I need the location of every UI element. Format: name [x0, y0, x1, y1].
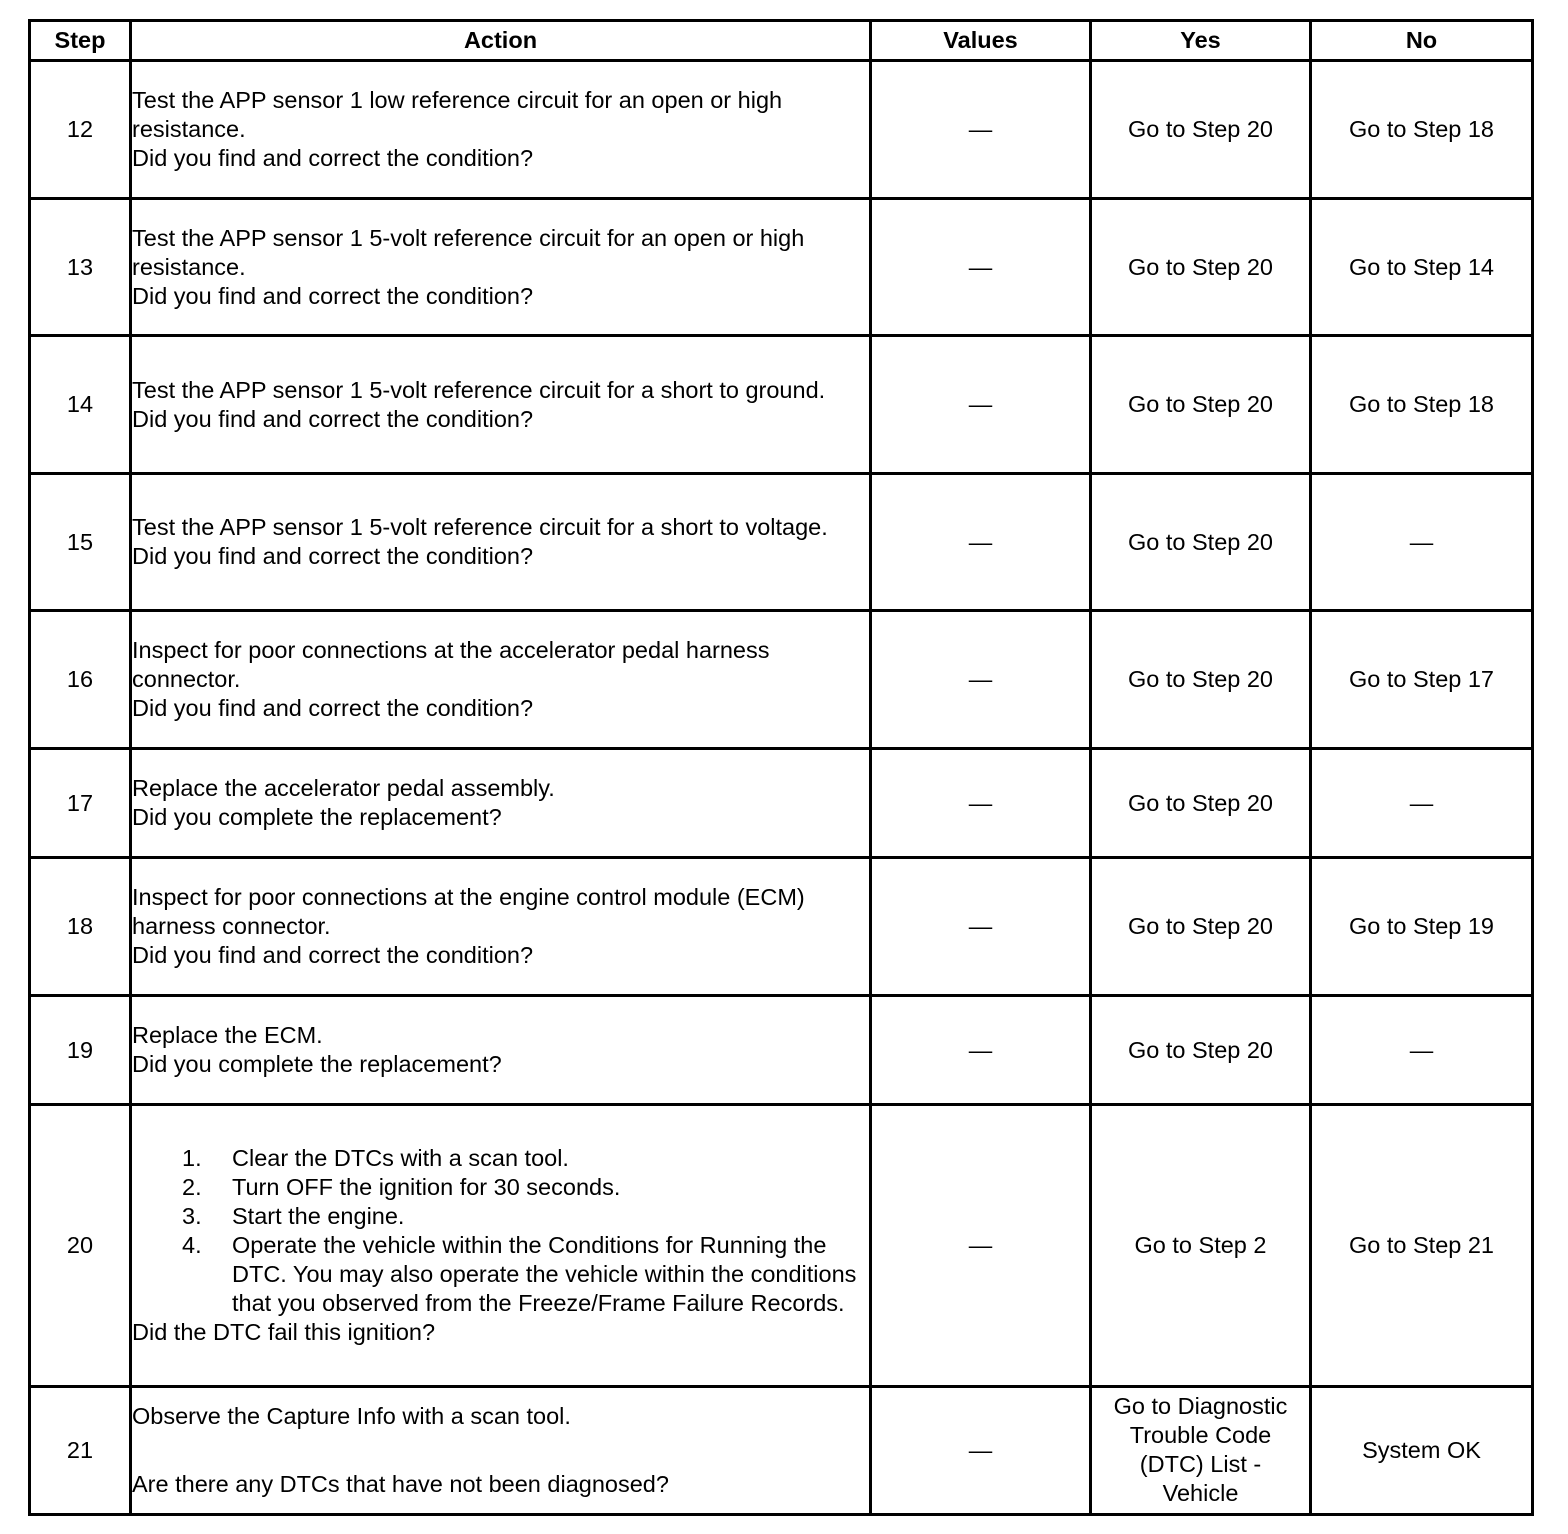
action-text: Inspect for poor connections at the accelerator pedal harness connector.	[132, 637, 770, 692]
no-cell: —	[1311, 996, 1533, 1105]
table-row	[30, 336, 1533, 474]
yes-cell: Go to Step 20	[1091, 996, 1311, 1105]
header-no: No	[1311, 21, 1533, 61]
action-cell	[131, 749, 871, 858]
no-cell: —	[1311, 749, 1533, 858]
value-cell: —	[871, 611, 1091, 749]
action-cell	[131, 611, 871, 749]
table-row	[30, 474, 1533, 611]
action-cell	[131, 996, 871, 1105]
action-question: Are there any DTCs that have not been diagnosed?	[132, 1471, 669, 1497]
action-question: Did you complete the replacement?	[132, 1051, 502, 1077]
step-number: 15	[30, 474, 131, 611]
table-row	[30, 1387, 1533, 1515]
step-number: 17	[30, 749, 131, 858]
no-cell: System OK	[1311, 1387, 1533, 1515]
action-question: Did you find and correct the condition?	[132, 942, 534, 968]
step-number: 12	[30, 61, 131, 199]
action-question: Did you find and correct the condition?	[132, 543, 534, 569]
action-text: Inspect for poor connections at the engine control module (ECM) harness connector.	[132, 884, 805, 939]
value-cell: —	[871, 1105, 1091, 1387]
yes-cell: Go to Step 2	[1091, 1105, 1311, 1387]
step-number: 19	[30, 996, 131, 1105]
no-cell: Go to Step 19	[1311, 858, 1533, 996]
step-number: 20	[30, 1105, 131, 1387]
list-item: Turn OFF the ignition for 30 seconds.	[232, 1174, 621, 1200]
list-item: Clear the DTCs with a scan tool.	[232, 1145, 569, 1171]
table-row	[30, 611, 1533, 749]
action-text: Test the APP sensor 1 5-volt reference circuit for a short to voltage.	[132, 514, 828, 540]
header-step: Step	[30, 21, 131, 61]
header-yes: Yes	[1091, 21, 1311, 61]
no-cell: Go to Step 18	[1311, 61, 1533, 199]
table-row	[30, 199, 1533, 336]
action-text: Replace the accelerator pedal assembly.	[132, 775, 555, 801]
action-text: Test the APP sensor 1 5-volt reference circuit for a short to ground.	[132, 376, 826, 403]
action-steps-list	[132, 1144, 869, 1318]
yes-cell: Go to Step 20	[1091, 199, 1311, 336]
action-cell	[131, 474, 871, 611]
value-cell: —	[871, 199, 1091, 336]
value-cell: —	[871, 336, 1091, 474]
action-text: Test the APP sensor 1 low reference circuit for an open or high resistance.	[132, 87, 783, 142]
action-question: Did you complete the replacement?	[132, 804, 502, 830]
yes-cell: Go to Step 20	[1091, 749, 1311, 858]
action-question: Did you find and correct the condition?	[132, 145, 534, 171]
action-text: Observe the Capture Info with a scan tool.	[132, 1403, 571, 1429]
value-cell: —	[871, 61, 1091, 199]
action-cell	[131, 858, 871, 996]
yes-cell: Go to Step 20	[1091, 858, 1311, 996]
step-number: 13	[30, 199, 131, 336]
step-number: 16	[30, 611, 131, 749]
table-row	[30, 1105, 1533, 1387]
table-row	[30, 749, 1533, 858]
yes-cell: Go to Step 20	[1091, 336, 1311, 474]
header-values: Values	[871, 21, 1091, 61]
list-item: Start the engine.	[232, 1203, 405, 1229]
value-cell: —	[871, 749, 1091, 858]
action-cell	[131, 1387, 871, 1515]
step-number: 18	[30, 858, 131, 996]
action-cell	[131, 61, 871, 199]
action-question: Did you find and correct the condition?	[132, 282, 534, 309]
value-cell: —	[871, 474, 1091, 611]
no-cell: —	[1311, 474, 1533, 611]
diagnostic-table	[28, 19, 1534, 1516]
action-text: Test the APP sensor 1 5-volt reference circuit for an open or high resistance.	[132, 224, 805, 280]
action-question: Did you find and correct the condition?	[132, 695, 534, 721]
value-cell: —	[871, 996, 1091, 1105]
list-item: Operate the vehicle within the Conditions for Running the DTC. You may also operate the vehicle within the conditions that you observed from the Freeze/Frame Failure Records.	[232, 1232, 857, 1316]
yes-cell: Go to Step 20	[1091, 611, 1311, 749]
table-row	[30, 996, 1533, 1105]
step-number: 21	[30, 1387, 131, 1515]
action-question: Did you find and correct the condition?	[132, 405, 534, 432]
action-question: Did the DTC fail this ignition?	[132, 1319, 436, 1345]
yes-cell: Go to Diagnostic Trouble Code (DTC) List - Vehicle	[1091, 1387, 1311, 1515]
table-row	[30, 858, 1533, 996]
yes-cell: Go to Step 20	[1091, 474, 1311, 611]
yes-cell: Go to Step 20	[1091, 61, 1311, 199]
action-cell	[131, 199, 871, 336]
header-row	[30, 21, 1533, 61]
no-cell: Go to Step 17	[1311, 611, 1533, 749]
no-cell: Go to Step 21	[1311, 1105, 1533, 1387]
no-cell: Go to Step 18	[1311, 336, 1533, 474]
table-row	[30, 61, 1533, 199]
header-action: Action	[131, 21, 871, 61]
action-cell	[131, 1105, 871, 1387]
value-cell: —	[871, 858, 1091, 996]
no-cell: Go to Step 14	[1311, 199, 1533, 336]
action-text: Replace the ECM.	[132, 1022, 323, 1048]
value-cell: —	[871, 1387, 1091, 1515]
action-cell	[131, 336, 871, 474]
step-number: 14	[30, 336, 131, 474]
